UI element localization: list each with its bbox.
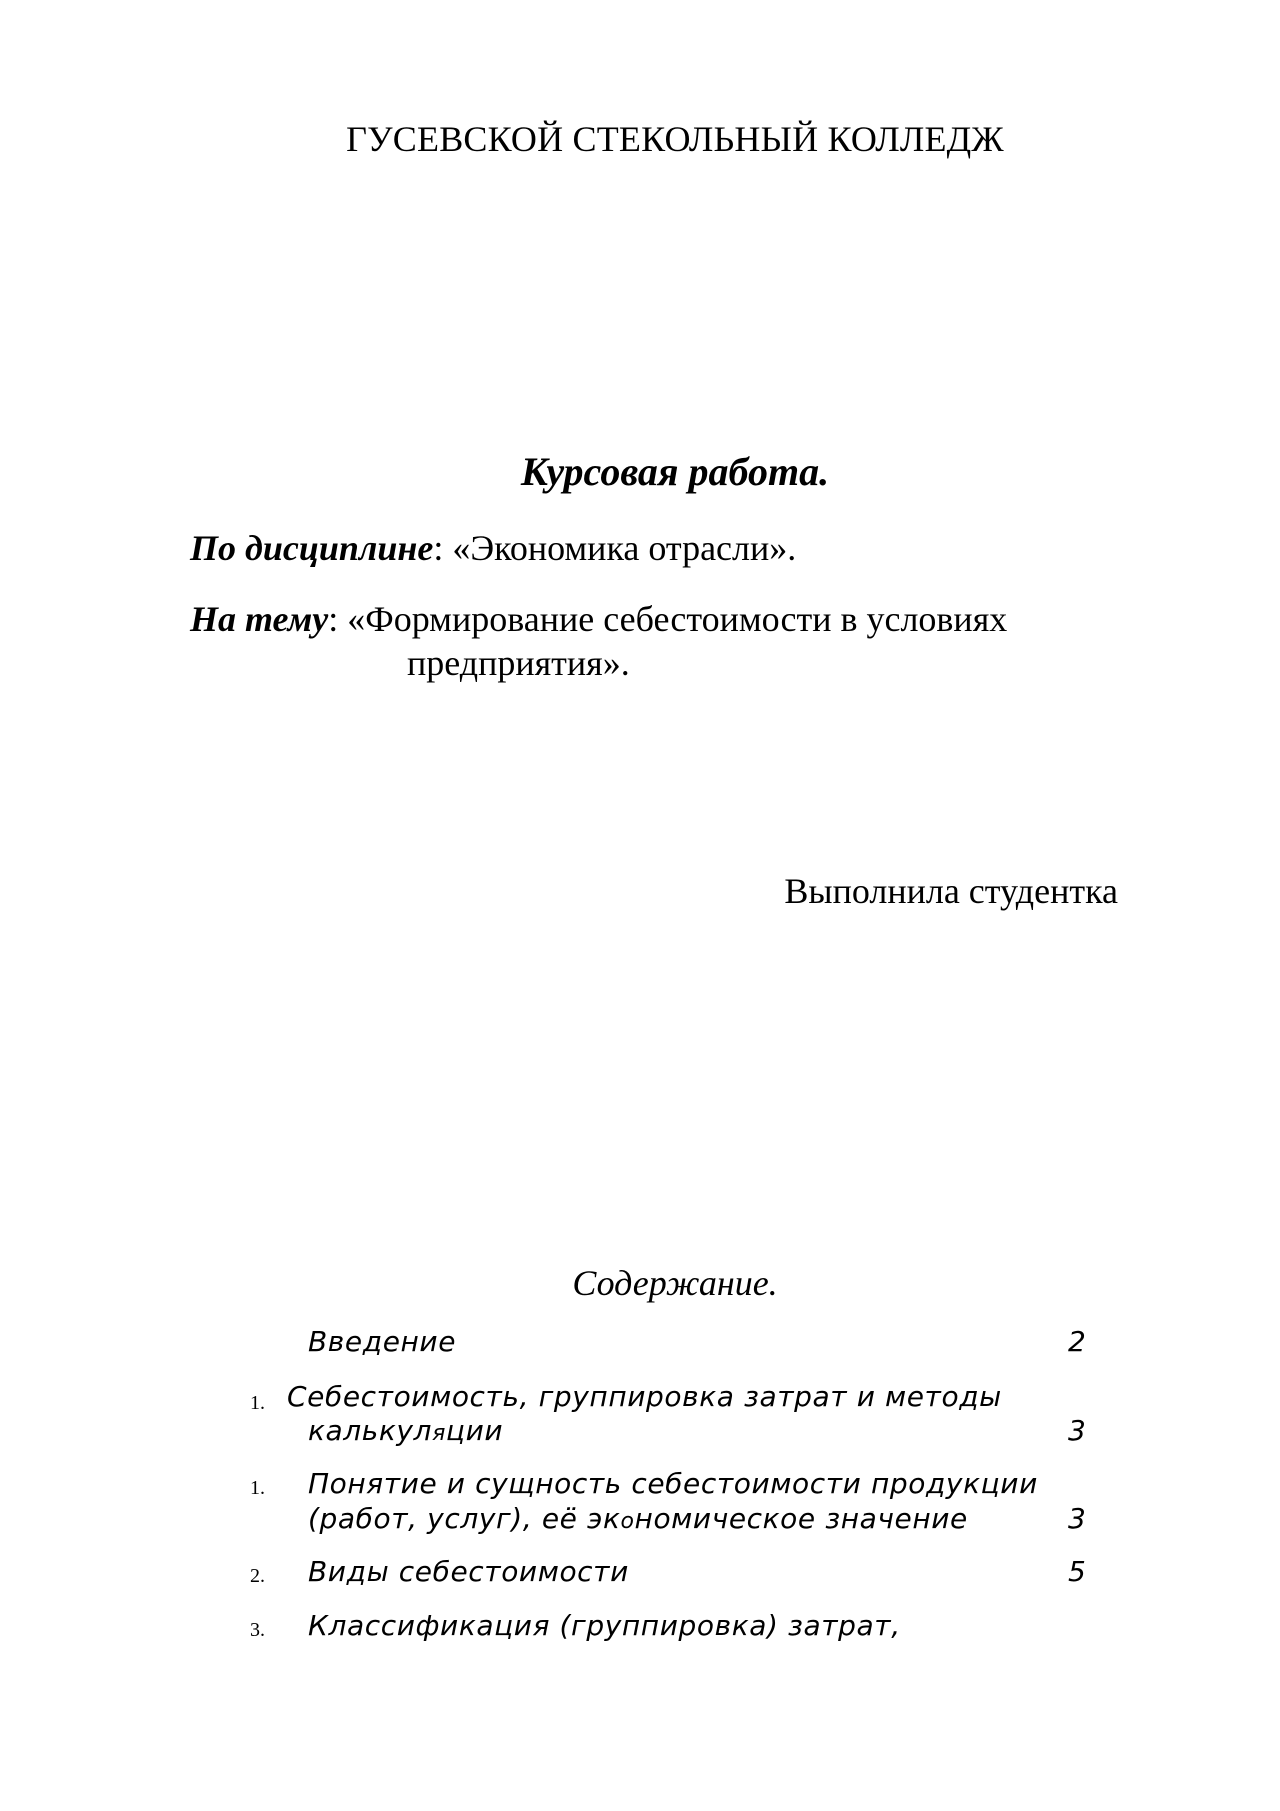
- toc-item-text: Себестоимость, группировка затрат и методы: [287, 1380, 1002, 1413]
- discipline-label: По дисциплине: [190, 528, 434, 568]
- toc-item-text: Виды себестоимости: [308, 1555, 629, 1588]
- toc-heading: Содержание.: [572, 1263, 778, 1303]
- topic-label: На тему: [190, 599, 329, 639]
- topic-continuation: предприятия».: [407, 643, 630, 683]
- toc-item-text-continuation: калькуляции: [308, 1414, 504, 1447]
- toc-item-number: 2.: [250, 1565, 265, 1587]
- topic-value: : «Формирование себестоимости в условиях: [328, 599, 1008, 639]
- toc-item-number: 3.: [250, 1619, 265, 1641]
- toc-item-number: 1.: [250, 1392, 265, 1414]
- college-name: ГУСЕВСКОЙ СТЕКОЛЬНЫЙ КОЛЛЕДЖ: [346, 119, 1004, 159]
- discipline-line: [190, 527, 796, 569]
- toc-item-text-continuation: (работ, услуг), её экономическое значение: [308, 1502, 968, 1535]
- document-title: Курсовая работа.: [520, 449, 830, 494]
- toc-item-text: Понятие и сущность себестоимости продукции: [308, 1467, 1038, 1500]
- topic-line: [190, 598, 1007, 640]
- toc-item-text: Классификация (группировка) затрат,: [308, 1609, 901, 1642]
- toc-item-page: 5: [1068, 1555, 1086, 1588]
- toc-item-page: 3: [1068, 1414, 1086, 1447]
- toc-item-number: 1.: [250, 1477, 265, 1499]
- toc-item-page: 3: [1068, 1502, 1086, 1535]
- toc-item-page: 2: [1068, 1325, 1086, 1358]
- author-line: Выполнила студентка: [784, 871, 1118, 911]
- discipline-value: : «Экономика отрасли».: [433, 528, 797, 568]
- toc-item-text: Введение: [308, 1325, 457, 1358]
